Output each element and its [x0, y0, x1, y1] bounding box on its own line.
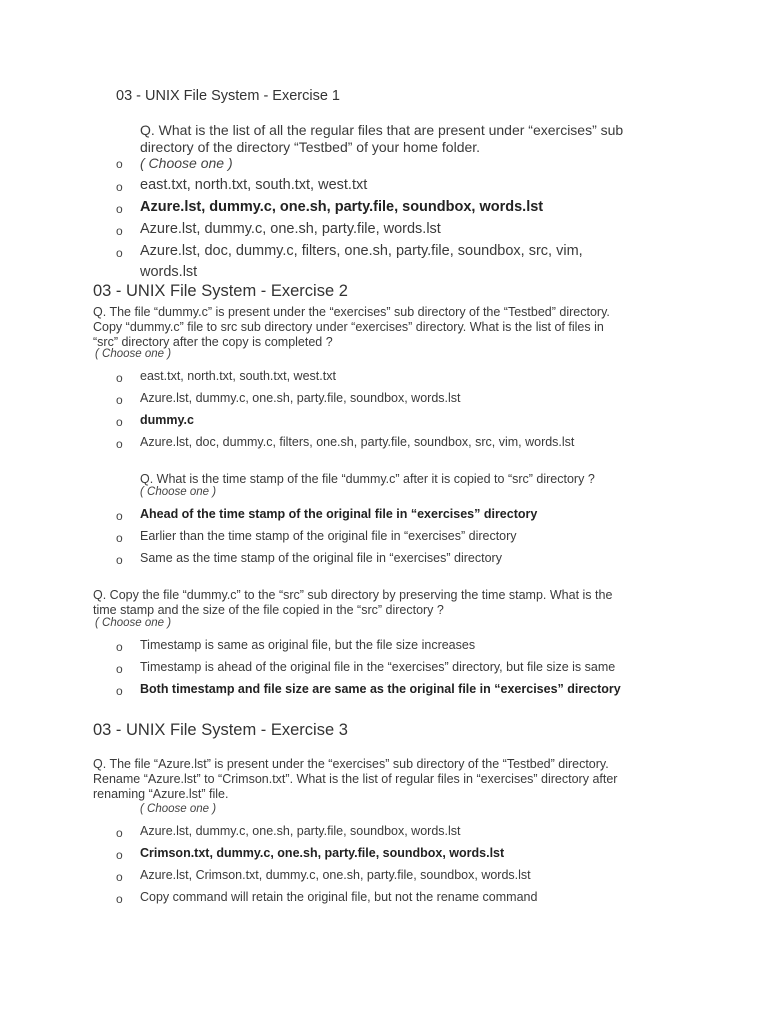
- choose-one-hint: ( Choose one ): [140, 803, 217, 815]
- ex2-q3-option-1[interactable]: Timestamp is same as original file, but the file size increases: [140, 638, 476, 652]
- bullet: o: [116, 640, 123, 654]
- ex2-q1-option-4[interactable]: Azure.lst, doc, dummy.c, filters, one.sh, party.file, soundbox, src, vim, words.lst: [140, 435, 575, 449]
- exercise-2-title: 03 - UNIX File System - Exercise 2: [93, 282, 348, 300]
- exercise-1-question: Q. What is the list of all the regular files that are present under “exercises” sub directory of the directory “Testbed” of your home folder.: [140, 122, 624, 155]
- ex3-question-line-3: renaming “Azure.lst” file.: [93, 787, 229, 801]
- ex2-q1-option-2[interactable]: Azure.lst, dummy.c, one.sh, party.file, soundbox, words.lst: [140, 391, 461, 405]
- ex2-q3-option-3[interactable]: Both timestamp and file size are same as the original file in “exercises” directory: [140, 682, 621, 696]
- ex3-question-line-2: Rename “Azure.lst” to “Crimson.txt”. What is the list of regular files in “exercises” directory after: [93, 772, 618, 786]
- ex2-q3-option-2[interactable]: Timestamp is ahead of the original file in the “exercises” directory, but file size is same: [140, 660, 616, 674]
- bullet: o: [116, 892, 123, 906]
- bullet: o: [116, 393, 123, 407]
- ex3-option-4[interactable]: Copy command will retain the original file, but not the rename command: [140, 890, 538, 904]
- ex3-option-3[interactable]: Azure.lst, Crimson.txt, dummy.c, one.sh, party.file, soundbox, words.lst: [140, 868, 531, 882]
- ex2-q2-question: Q. What is the time stamp of the file “dummy.c” after it is copied to “src” directory ?: [140, 472, 595, 486]
- bullet: o: [116, 662, 123, 676]
- bullet: o: [116, 437, 123, 451]
- ex3-question-line-1: Q. The file “Azure.lst” is present under the “exercises” sub directory of the “Testbed” directory.: [93, 757, 609, 771]
- bullet: o: [116, 202, 123, 216]
- bullet: o: [116, 870, 123, 884]
- bullet: o: [116, 180, 123, 194]
- ex2-q1-option-3[interactable]: dummy.c: [140, 413, 194, 427]
- bullet: o: [116, 224, 123, 238]
- ex2-q3-line-2: time stamp and the size of the file copied in the “src” directory ?: [93, 603, 444, 617]
- ex1-option-4[interactable]: Azure.lst, doc, dummy.c, filters, one.sh, party.file, soundbox, src, vim,: [140, 243, 583, 259]
- ex3-option-2[interactable]: Crimson.txt, dummy.c, one.sh, party.file, soundbox, words.lst: [140, 846, 505, 860]
- ex2-q1-line-1: Q. The file “dummy.c” is present under the “exercises” sub directory of the “Testbed” directory.: [93, 305, 610, 319]
- choose-one-hint: ( Choose one ): [140, 155, 233, 171]
- ex2-q3-line-1: Q. Copy the file “dummy.c” to the “src” sub directory by preserving the time stamp. What is the: [93, 588, 613, 602]
- ex1-option-1[interactable]: east.txt, north.txt, south.txt, west.txt: [140, 177, 368, 193]
- ex1-option-4-continued[interactable]: words.lst: [140, 264, 198, 280]
- bullet: o: [116, 371, 123, 385]
- ex3-option-1[interactable]: Azure.lst, dummy.c, one.sh, party.file, soundbox, words.lst: [140, 824, 461, 838]
- exercise-3-title: 03 - UNIX File System - Exercise 3: [93, 721, 348, 739]
- bullet: o: [116, 553, 123, 567]
- ex2-q2-option-1[interactable]: Ahead of the time stamp of the original file in “exercises” directory: [140, 507, 538, 521]
- ex1-option-3[interactable]: Azure.lst, dummy.c, one.sh, party.file, words.lst: [140, 221, 441, 237]
- choose-one-hint: ( Choose one ): [95, 617, 172, 629]
- ex2-q1-option-1[interactable]: east.txt, north.txt, south.txt, west.txt: [140, 369, 336, 383]
- ex2-q1-line-3: “src” directory after the copy is completed ?: [93, 335, 333, 349]
- bullet: o: [116, 826, 123, 840]
- ex2-q1-line-2: Copy “dummy.c” file to src sub directory under “exercises” directory. What is the list of files in: [93, 320, 604, 334]
- bullet: o: [116, 684, 123, 698]
- ex2-q2-option-2[interactable]: Earlier than the time stamp of the original file in “exercises” directory: [140, 529, 517, 543]
- bullet: o: [116, 415, 123, 429]
- choose-one-hint: ( Choose one ): [140, 486, 217, 498]
- choose-one-hint: ( Choose one ): [95, 348, 172, 360]
- ex2-q2-option-3[interactable]: Same as the time stamp of the original file in “exercises” directory: [140, 551, 502, 565]
- bullet: o: [116, 246, 123, 260]
- bullet: o: [116, 848, 123, 862]
- bullet: o: [116, 157, 123, 171]
- bullet: o: [116, 509, 123, 523]
- bullet: o: [116, 531, 123, 545]
- ex1-option-2[interactable]: Azure.lst, dummy.c, one.sh, party.file, soundbox, words.lst: [140, 199, 544, 215]
- exercise-1-title: 03 - UNIX File System - Exercise 1: [116, 88, 340, 104]
